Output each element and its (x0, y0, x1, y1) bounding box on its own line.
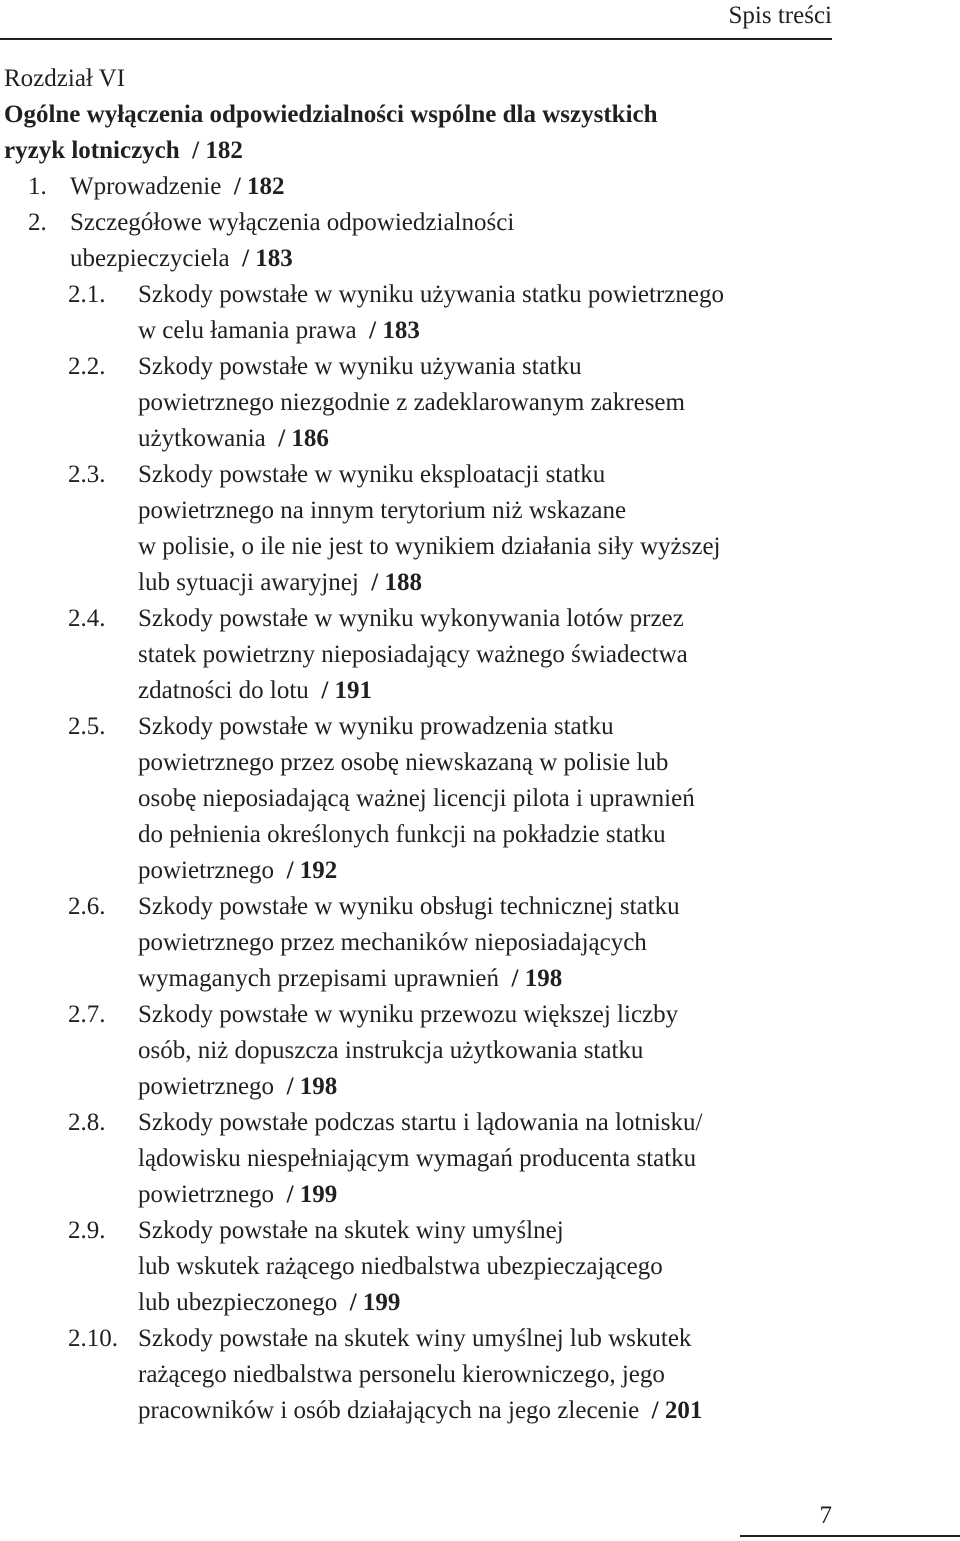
toc-entry-line (138, 853, 824, 889)
toc-entry-line-text: do pełnienia określonych funkcji na pokładzie statku (138, 821, 666, 848)
toc-entry (4, 709, 824, 889)
toc-entry-line (70, 205, 824, 241)
toc-entry-text (70, 169, 824, 205)
toc-entry-line (138, 1105, 824, 1141)
toc-entry-line (138, 817, 824, 853)
toc-entry-line-text: powietrznego (138, 1181, 275, 1208)
toc-entry-line (138, 745, 824, 781)
toc-entry-line (138, 997, 824, 1033)
toc-entry-number: 2.1. (68, 281, 106, 308)
toc-entry-line-text: powietrznego niezgodnie z zadeklarowanym zakresem (138, 389, 685, 416)
toc-entry-line (138, 1177, 824, 1213)
toc-entry-number: 2.6. (68, 893, 106, 920)
toc-entry-page-ref: / 201 (651, 1397, 703, 1424)
toc-entry-text (138, 1213, 824, 1321)
toc-entry-line-text: w polisie, o ile nie jest to wynikiem działania siły wyższej (138, 533, 721, 560)
toc-entry-line-text: pracowników i osób działających na jego zlecenie (138, 1397, 640, 1424)
toc-entry (4, 277, 824, 349)
chapter-title-text: ryzyk lotniczych (4, 137, 180, 164)
toc-entry-line-text: Szkody powstałe w wyniku obsługi technicznej statku (138, 893, 680, 920)
toc-entry-line (138, 565, 824, 601)
toc-entry-line-text: użytkowania (138, 425, 266, 452)
toc-entry-line-text: Szkody powstałe na skutek winy umyślnej (138, 1217, 564, 1244)
toc-entry-line (138, 1213, 824, 1249)
toc-entry-number: 2.8. (68, 1109, 106, 1136)
toc-entry-line (138, 385, 824, 421)
toc-entry (4, 601, 824, 709)
toc-entry (4, 997, 824, 1105)
toc-entry-line-text: Szkody powstałe w wyniku eksploatacji statku (138, 461, 606, 488)
toc-entry-text (138, 709, 824, 889)
toc-entry-line-text: Szkody powstałe w wyniku używania statku powietrznego (138, 281, 724, 308)
toc-entry-page-ref: / 198 (286, 1073, 338, 1100)
toc-entry-text (138, 997, 824, 1105)
toc-entry-line (138, 709, 824, 745)
toc-entry-line (138, 1393, 824, 1429)
toc-entry-text (138, 277, 824, 349)
toc-entry-line-text: osób, niż dopuszcza instrukcja użytkowania statku (138, 1037, 644, 1064)
toc-entry-text (138, 1321, 824, 1429)
toc-entry-page-ref: / 186 (278, 425, 329, 452)
toc-entry-line (70, 241, 824, 277)
toc-entry-line (138, 1141, 824, 1177)
toc-entry-line (138, 601, 824, 637)
toc-entry (4, 457, 824, 601)
toc-entry-number: 2.9. (68, 1217, 106, 1244)
toc-entry-text (138, 601, 824, 709)
toc-entry-line-text: lub wskutek rażącego niedbalstwa ubezpieczającego (138, 1253, 663, 1280)
chapter-page-ref: / 182 (192, 137, 243, 164)
toc-entry-page-ref: / 199 (349, 1289, 401, 1316)
toc-entry-line-text: Wprowadzenie (70, 173, 222, 200)
toc-entry-page-ref: / 199 (286, 1181, 338, 1208)
toc-entry-line-text: powietrznego (138, 857, 275, 884)
chapter-title-line-1: Ogólne wyłączenia odpowiedzialności wspólne dla wszystkich (4, 101, 658, 128)
footer-rule (740, 1535, 960, 1537)
toc-entry-line-text: Szczegółowe wyłączenia odpowiedzialności (70, 209, 515, 236)
toc-entry-line-text: lądowisku niespełniającym wymagań producenta statku (138, 1145, 697, 1172)
toc-entry-number: 2.5. (68, 713, 106, 740)
toc-entry-line (138, 313, 824, 349)
header-rule (0, 38, 832, 40)
toc-entry-line (138, 493, 824, 529)
toc-entry-line-text: Szkody powstałe w wyniku przewozu większej liczby (138, 1001, 679, 1028)
toc-entry-line-text: lub sytuacji awaryjnej (138, 569, 359, 596)
toc-entry-page-ref: / 192 (286, 857, 338, 884)
toc-entry-number: 2.3. (68, 461, 106, 488)
toc-entry-line (138, 457, 824, 493)
toc-entry-line (138, 1321, 824, 1357)
toc-entry-line (138, 673, 824, 709)
toc-entry-line-text: wymaganych przepisami uprawnień (138, 965, 499, 992)
toc-entry-line (138, 637, 824, 673)
toc-entry-number: 2.4. (68, 605, 106, 632)
toc-entry-line-text: Szkody powstałe w wyniku używania statku (138, 353, 582, 380)
toc-entry-line (138, 1069, 824, 1105)
toc-entry-line-text: powietrznego przez osobę niewskazaną w polisie lub (138, 749, 669, 776)
toc-entry (4, 1321, 824, 1429)
toc-entry-line-text: powietrznego przez mechaników nieposiadających (138, 929, 647, 956)
toc-entry-line (138, 277, 824, 313)
chapter-title-line-2 (4, 133, 824, 169)
toc-entry-line (70, 169, 824, 205)
toc-entry-line-text: Szkody powstałe w wyniku prowadzenia statku (138, 713, 614, 740)
toc-entries (4, 169, 824, 1429)
toc-entry-line (138, 1357, 824, 1393)
toc-entry-line-text: Szkody powstałe w wyniku wykonywania lotów przez (138, 605, 684, 632)
toc-entry-line-text: w celu łamania prawa (138, 317, 357, 344)
toc-entry-text (138, 1105, 824, 1213)
toc-entry (4, 169, 824, 205)
toc-entry-line (138, 1249, 824, 1285)
toc-entry-line-text: statek powietrzny nieposiadający ważnego świadectwa (138, 641, 688, 668)
toc-entry-line (138, 421, 824, 457)
toc-entry-line (138, 781, 824, 817)
toc-entry-line (138, 925, 824, 961)
toc-entry (4, 205, 824, 277)
toc-entry (4, 349, 824, 457)
toc-entry-text (138, 889, 824, 997)
toc-entry-line-text: zdatności do lotu (138, 677, 309, 704)
running-head: Spis treści (728, 2, 832, 29)
toc-entry (4, 1213, 824, 1321)
toc-entry-line-text: powietrznego (138, 1073, 275, 1100)
toc-entry-line (138, 1033, 824, 1069)
toc-entry-text (70, 205, 824, 277)
toc-entry-number: 2.7. (68, 1001, 106, 1028)
toc-entry (4, 889, 824, 997)
toc-entry-number: 2. (28, 209, 47, 236)
toc-entry-line-text: ubezpieczyciela (70, 245, 230, 272)
toc-entry-line (138, 349, 824, 385)
toc-entry-page-ref: / 182 (233, 173, 285, 200)
toc-entry-page-ref: / 191 (321, 677, 373, 704)
toc-entry-page-ref: / 183 (242, 245, 293, 272)
toc-entry-number: 2.2. (68, 353, 106, 380)
toc-entry-line-text: osobę nieposiadającą ważnej licencji pilota i uprawnień (138, 785, 695, 812)
toc-entry-page-ref: / 183 (369, 317, 420, 344)
toc-entry-line (138, 889, 824, 925)
toc-entry-text (138, 457, 824, 601)
toc-entry-line (138, 529, 824, 565)
toc-entry-number: 2.10. (68, 1325, 118, 1352)
toc-entry-line-text: rażącego niedbalstwa personelu kierowniczego, jego (138, 1361, 665, 1388)
toc-entry-line (138, 1285, 824, 1321)
toc-entry-page-ref: / 188 (371, 569, 422, 596)
toc-entry-line-text: powietrznego na innym terytorium niż wskazane (138, 497, 627, 524)
page-number: 7 (819, 1502, 832, 1529)
chapter-label: Rozdział VI (4, 65, 126, 92)
toc-entry-number: 1. (28, 173, 47, 200)
toc-entry-line-text: lub ubezpieczonego (138, 1289, 338, 1316)
toc-entry-line-text: Szkody powstałe podczas startu i lądowania na lotnisku/ (138, 1109, 703, 1136)
toc-entry-page-ref: / 198 (511, 965, 563, 992)
toc-entry-line-text: Szkody powstałe na skutek winy umyślnej lub wskutek (138, 1325, 692, 1352)
table-of-contents (4, 61, 824, 1429)
toc-entry (4, 1105, 824, 1213)
toc-entry-text (138, 349, 824, 457)
toc-entry-line (138, 961, 824, 997)
